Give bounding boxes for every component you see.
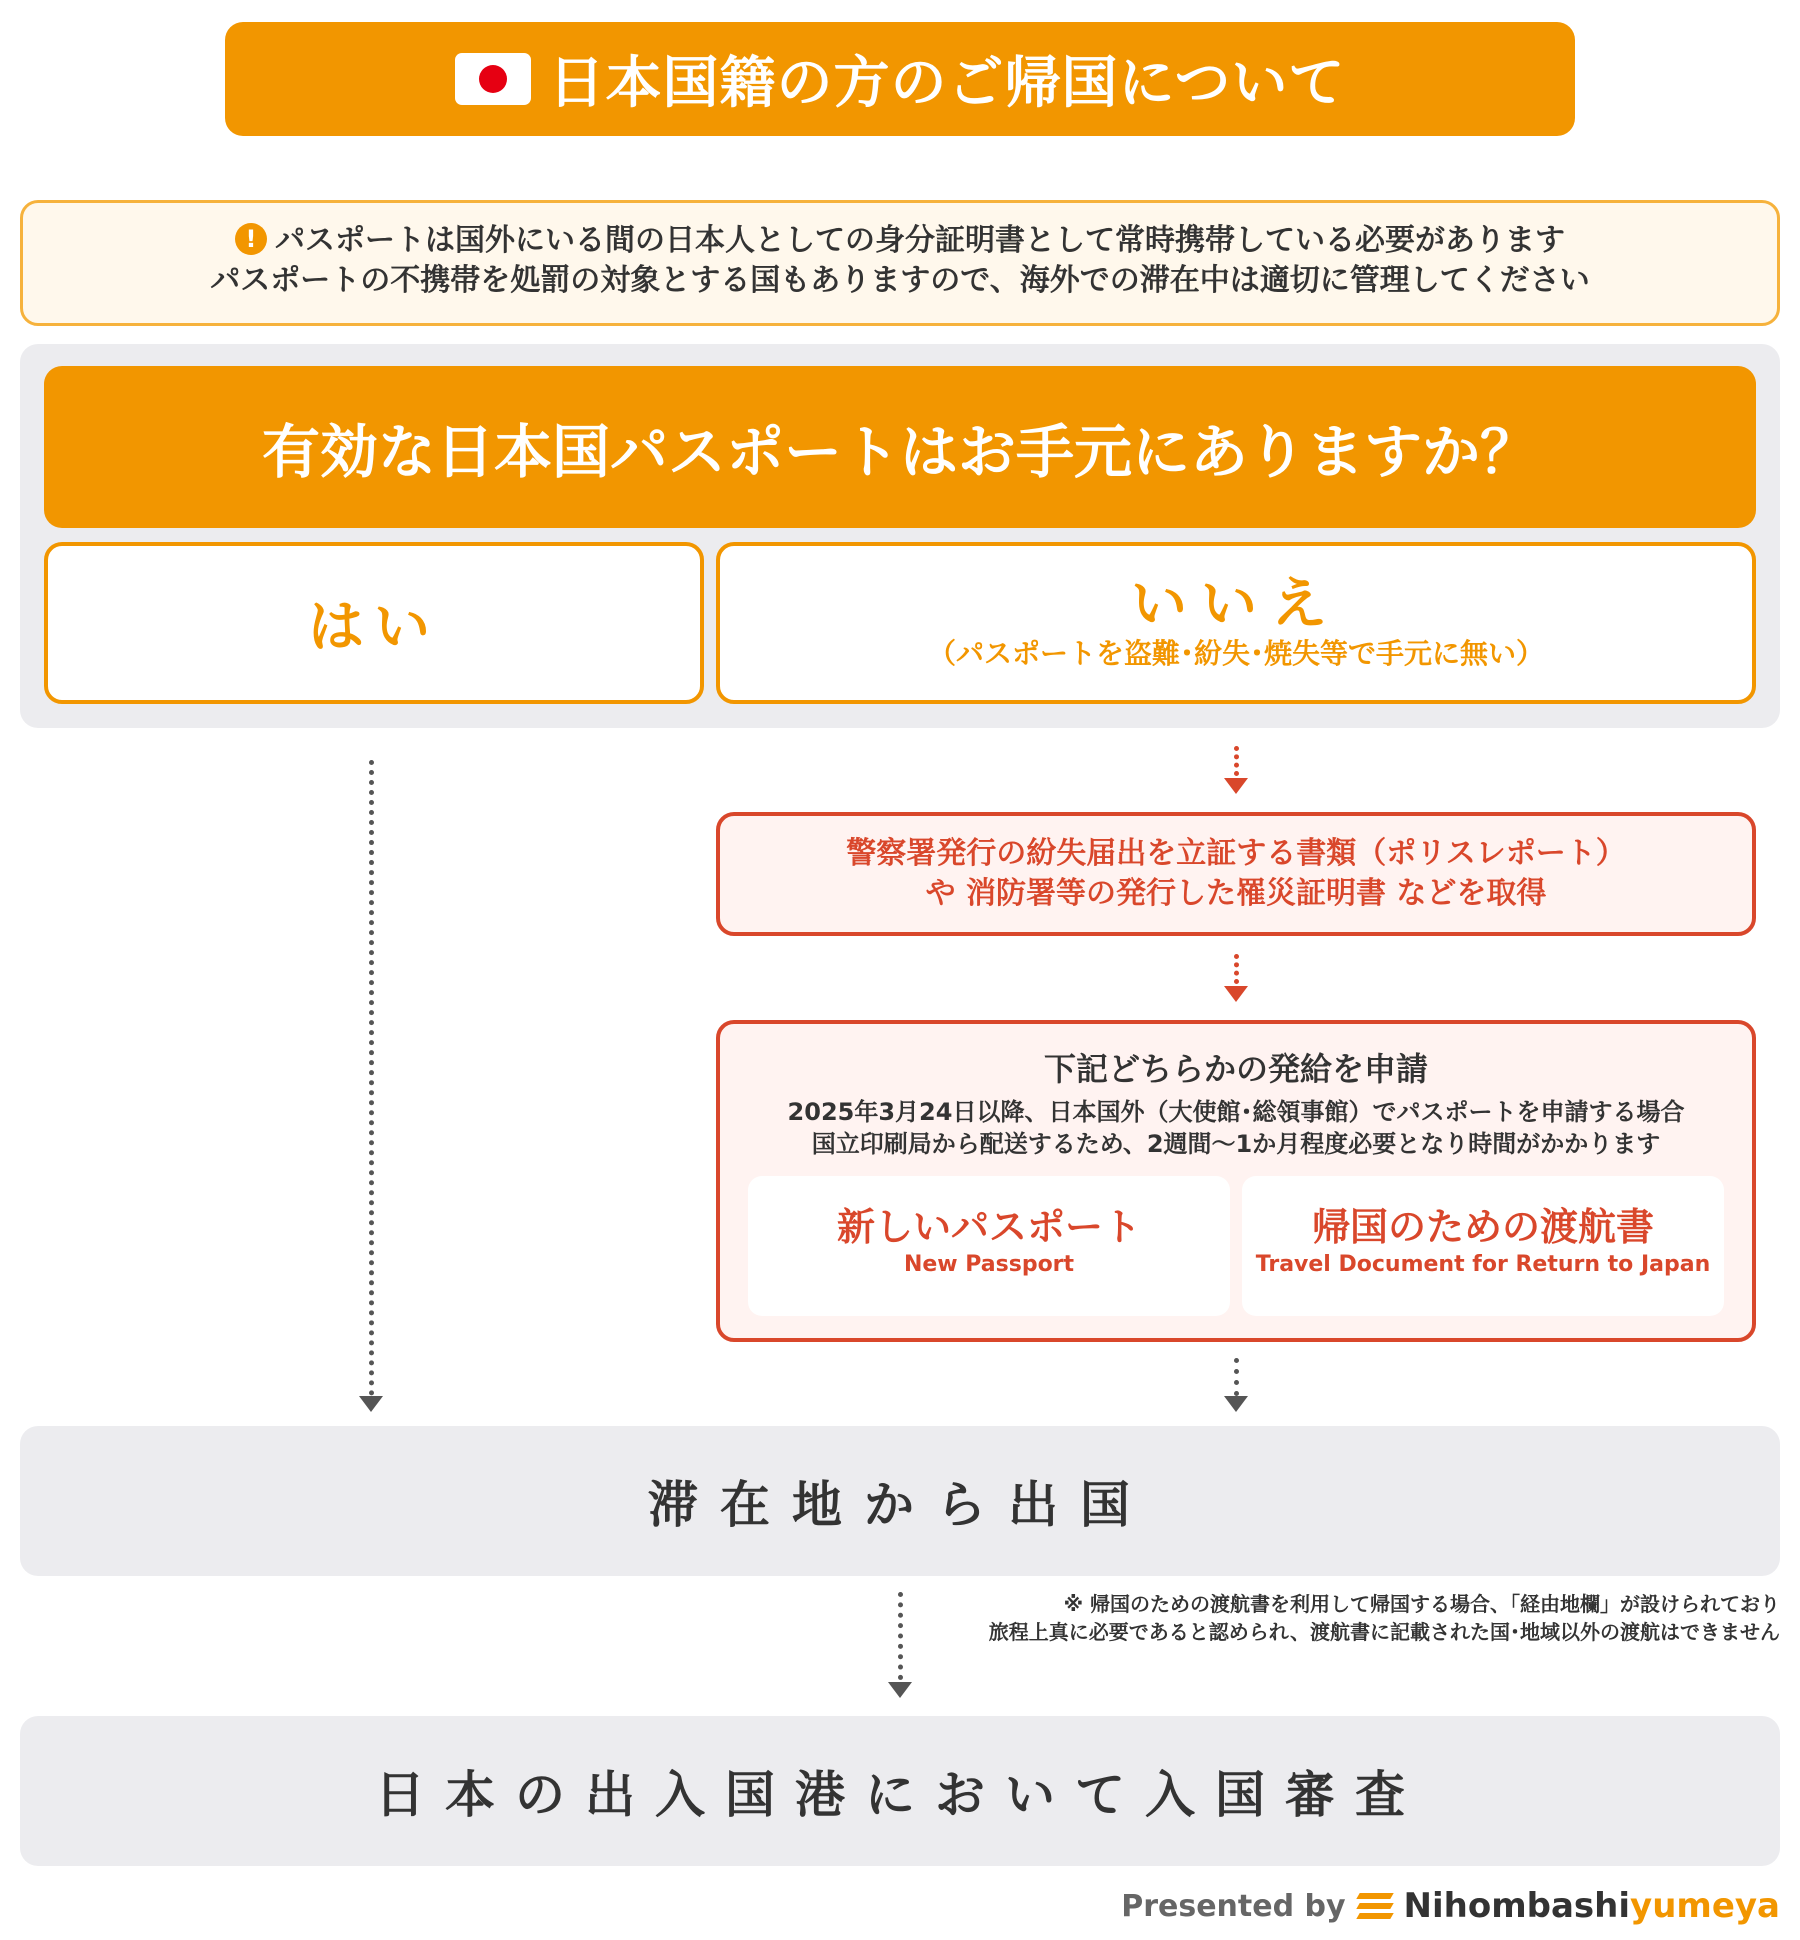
japan-flag-icon <box>455 53 531 105</box>
answer-no-label: いいえ <box>1131 572 1341 637</box>
presented-by <box>1121 1884 1780 1928</box>
arrival-immigration-box: 日本の出入国港において入国審査 <box>20 1716 1780 1866</box>
answer-no <box>716 542 1756 704</box>
answer-no-sub: （パスポートを盗難･紛失･焼失等で手元に無い） <box>927 637 1544 670</box>
option-travel-document-en: Travel Document for Return to Japan <box>1255 1252 1711 1277</box>
page-title: 日本国籍の方のご帰国について <box>548 51 1346 116</box>
answer-yes: はい <box>44 542 704 704</box>
footnote <box>880 1590 1780 1646</box>
brand-logo-icon <box>1358 1891 1392 1921</box>
police-report-line-1: 警察署発行の紛失届出を立証する書類（ポリスレポート） <box>846 836 1626 871</box>
final-arrowhead <box>888 1682 912 1698</box>
police-report-box <box>716 812 1756 936</box>
no-path-arrowhead-3 <box>1224 1396 1248 1412</box>
apply-note <box>716 1096 1756 1160</box>
police-report-line-2: や 消防署等の発行した罹災証明書 などを取得 <box>925 876 1547 911</box>
option-new-passport-ja: 新しいパスポート <box>836 1205 1141 1249</box>
notice-line-2: パスポートの不携帯を処罰の対象とする国もありますので、海外での滞在中は適切に管理してください <box>210 263 1590 298</box>
notice-box <box>20 200 1780 326</box>
apply-note-line-1: 2025年3月24日以降、日本国外（大使館･総領事館）でパスポートを申請する場合 <box>787 1098 1685 1126</box>
brand-name <box>1404 1886 1780 1926</box>
no-path-arrowhead-1 <box>1224 778 1248 794</box>
presented-by-label: Presented by <box>1121 1888 1346 1924</box>
option-new-passport <box>748 1176 1230 1316</box>
brand-name-main: Nihombashi <box>1403 1886 1631 1926</box>
title-banner <box>225 22 1575 136</box>
brand-name-accent: yumeya <box>1630 1886 1780 1926</box>
no-path-arrowhead-2 <box>1224 986 1248 1002</box>
apply-note-line-2: 国立印刷局から配送するため、2週間〜1か月程度必要となり時間がかかります <box>811 1130 1661 1158</box>
no-path-dotted-line-3 <box>1234 1358 1239 1396</box>
option-travel-document-ja: 帰国のための渡航書 <box>1311 1205 1654 1249</box>
exclamation-icon: ! <box>235 223 267 255</box>
footnote-line-2: 旅程上真に必要であると認められ、渡航書に記載された国･地域以外の渡航はできません <box>988 1620 1780 1644</box>
question-heading: 有効な日本国パスポートはお手元にありますか？ <box>44 366 1756 528</box>
depart-box: 滞在地から出国 <box>20 1426 1780 1576</box>
notice-line-1 <box>23 221 1777 261</box>
option-travel-document <box>1242 1176 1724 1316</box>
no-path-dotted-line-1 <box>1234 746 1239 776</box>
yes-path-dotted-line <box>369 760 374 1396</box>
option-new-passport-en: New Passport <box>903 1252 1075 1277</box>
notice-text-1: パスポートは国外にいる間の日本人としての身分証明書として常時携帯している必要があります <box>275 223 1565 258</box>
final-dotted-line <box>898 1592 903 1680</box>
footnote-line-1: ※ 帰国のための渡航書を利用して帰国する場合、「経由地欄」が設けられており <box>1063 1592 1780 1616</box>
no-path-dotted-line-2 <box>1234 954 1239 984</box>
apply-title: 下記どちらかの発給を申請 <box>1043 1050 1428 1088</box>
yes-path-arrowhead <box>359 1396 383 1412</box>
